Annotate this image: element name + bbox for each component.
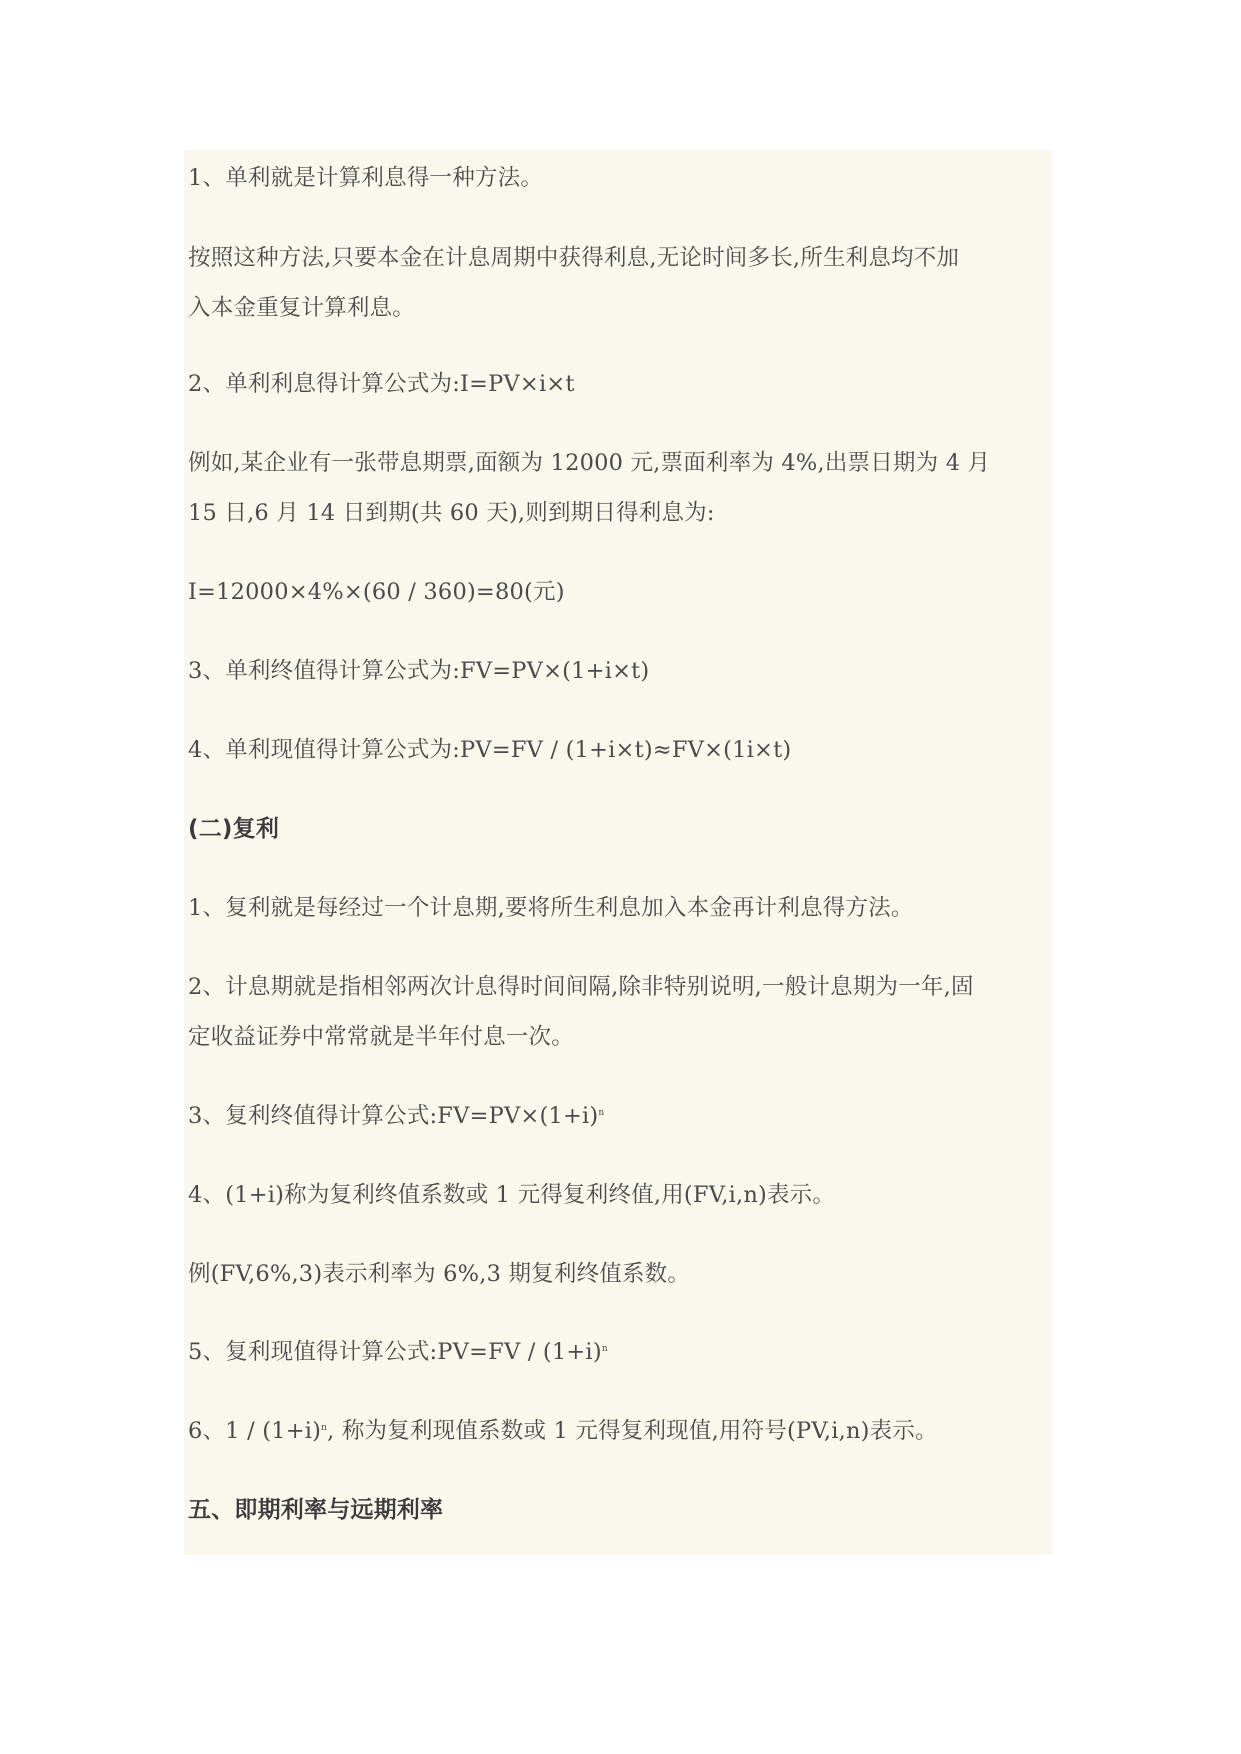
formula-text: 5、复利现值得计算公式:PV=FV / (1+i) — [188, 1339, 602, 1365]
paragraph-line: 定收益证券中常常就是半年付息一次。 — [188, 1024, 574, 1050]
paragraph-future-value-factor: 4、(1+i)称为复利终值系数或 1 元得复利终值,用(FV,i,n)表示。 — [188, 1182, 836, 1208]
section-heading-compound-interest: (二)复利 — [188, 816, 280, 842]
paragraph-example-calculation: I=12000×4%×(60 / 360)=80(元) — [188, 579, 565, 605]
paragraph-line: 入本金重复计算利息。 — [188, 295, 416, 321]
paragraph-line: 按照这种方法,只要本金在计息周期中获得利息,无论时间多长,所生利息均不加 — [188, 245, 960, 271]
paragraph-interest-period — [188, 962, 1052, 1062]
paragraph-compound-future-value — [188, 1091, 1052, 1141]
paragraph-line: 15 日,6 月 14 日到期(共 60 天),则到期日得利息为: — [188, 500, 715, 526]
paragraph-present-value-factor — [188, 1406, 1052, 1456]
formula-description: , 称为复利现值系数或 1 元得复利现值,用符号(PV,i,n)表示。 — [327, 1418, 938, 1444]
paragraph-compound-present-value — [188, 1327, 1052, 1377]
exponent: n — [598, 1108, 605, 1118]
paragraph-simple-interest-method — [188, 233, 1052, 333]
exponent: n — [321, 1423, 328, 1433]
paragraph-simple-interest-definition: 1、单利就是计算利息得一种方法。 — [188, 165, 544, 191]
paragraph-compound-interest-definition: 1、复利就是每经过一个计息期,要将所生利息加入本金再计利息得方法。 — [188, 895, 914, 921]
paragraph-example — [188, 438, 1052, 538]
paragraph-factor-example: 例(FV,6%,3)表示利率为 6%,3 期复利终值系数。 — [188, 1261, 691, 1287]
paragraph-line: 2、计息期就是指相邻两次计息得时间间隔,除非特别说明,一般计息期为一年,固 — [188, 974, 974, 1000]
formula-text: 3、复利终值得计算公式:FV=PV×(1+i) — [188, 1103, 599, 1129]
paragraph-simple-present-value: 4、单利现值得计算公式为:PV=FV / (1+i×t)≈FV×(1i×t) — [188, 737, 792, 763]
paragraph-line: 例如,某企业有一张带息期票,面额为 12000 元,票面利率为 4%,出票日期为 4 月 — [188, 450, 991, 476]
paragraph-simple-interest-formula: 2、单利利息得计算公式为:I=PV×i×t — [188, 371, 575, 397]
exponent: n — [601, 1344, 608, 1354]
section-heading-spot-forward-rates: 五、即期利率与远期利率 — [188, 1497, 444, 1523]
formula-text: 6、1 / (1+i) — [188, 1418, 322, 1444]
paragraph-simple-future-value: 3、单利终值得计算公式为:FV=PV×(1+i×t) — [188, 658, 650, 684]
